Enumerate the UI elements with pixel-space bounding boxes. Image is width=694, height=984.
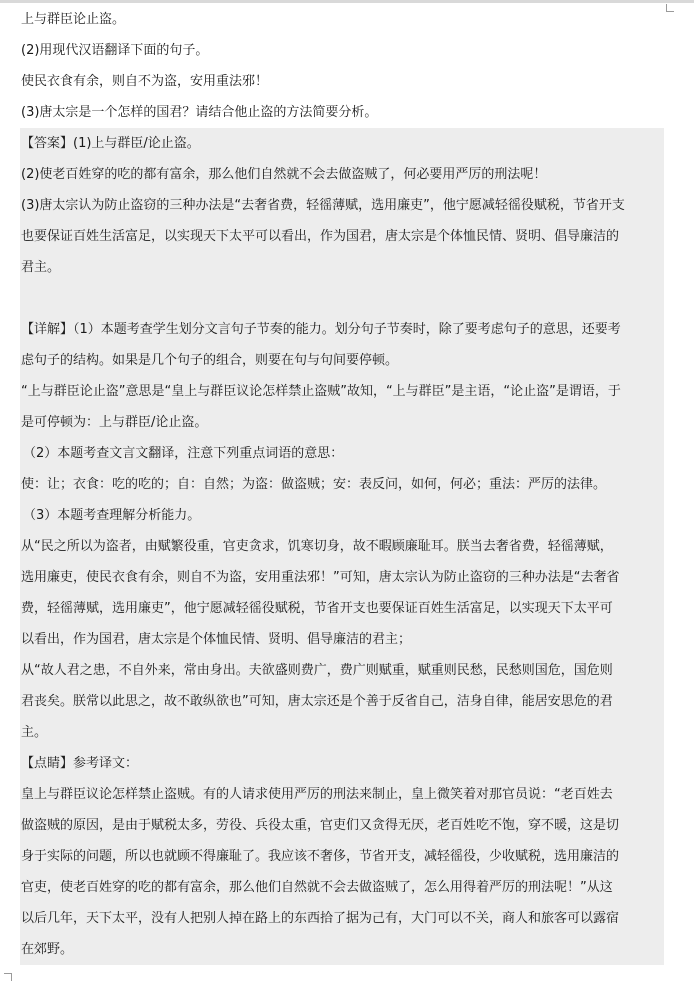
detail-line: 从“故人君之患，不自外来，常由身出。夫欲盛则费广，费广则赋重，赋重则民愁，民愁则国危，国危则 [21,663,613,678]
answer-line: 【答案】(1)上与群臣/论止盗。 [21,136,200,151]
detail-line: 官吏，使老百姓穿的吃的都有富余，那么他们自然就不会去做盗贼了，怎么用得着严厉的刑法呢！”从这 [21,880,613,895]
detail-line: 虑句子的结构。如果是几个句子的组合，则要在句与句间要停顿。 [21,353,399,368]
detail-line: 【点睛】参考译文： [21,756,139,771]
answer-line: 也要保证百姓生活富足，以实现天下太平可以看出，作为国君，唐太宗是个体恤民情、贤明、倡导廉洁的 [21,229,620,244]
detail-line: 选用廉吏，使民衣食有余，则自不为盗，安用重法邪！”可知，唐太宗认为防止盗窃的三种办法是“去奢省 [21,570,620,585]
detail-line: “上与群臣论止盗”意思是“皇上与群臣议论怎样禁止盗贼”故知，“上与群臣”是主语，“论止盗”是谓语，于 [21,384,621,399]
question-line: 使民衣食有余，则自不为盗，安用重法邪！ [21,74,269,89]
answer-line: (2)使老百姓穿的吃的都有富余，那么他们自然就不会去做盗贼了，何必要用严厉的刑法呢！ [21,167,547,182]
answer-line: 君主。 [21,260,61,275]
top-edge [0,0,694,3]
detail-line: 皇上与群臣议论怎样禁止盗贼。有的人请求使用严厉的刑法来制止，皇上微笑着对那官员说：“老百姓去 [21,787,613,802]
detail-line: 【详解】（1）本题考查学生划分文言句子节奏的能力。划分句子节奏时，除了要考虑句子的意思，还要考 [21,322,621,337]
detail-line: 在郊野。 [21,942,74,957]
question-line: 上与群臣论止盗。 [21,12,126,27]
detail-line: 以后几年，天下太平，没有人把别人掉在路上的东西拾了据为己有，大门可以不关，商人和旅客可以露宿 [21,911,620,926]
detail-line: （2）本题考查文言文翻译，注意下列重点词语的意思： [23,446,344,461]
page-corner-mark [666,4,674,12]
detail-line: 使：让；衣食：吃的吃的；自：自然；为盗：做盗贼；安：表反问，如何，何必；重法：严厉的法律。 [21,477,607,492]
detail-line: 做盗贼的原因，是由于赋税太多，劳役、兵役太重，官吏们又贪得无厌，老百姓吃不饱，穿不暖，这是切 [21,818,620,833]
detail-line: 以看出，作为国君，唐太宗是个体恤民情、贤明、倡导廉洁的君主； [21,632,412,647]
answer-line: (3)唐太宗认为防止盗窃的三种办法是“去奢省费，轻徭薄赋，选用廉吏”，他宁愿减轻徭役赋税，节省开支 [21,198,625,213]
question-line: (3)唐太宗是一个怎样的国君？请结合他止盗的方法简要分析。 [21,105,378,120]
detail-line: 君丧矣。朕常以此思之，故不敢纵欲也”可知，唐太宗还是个善于反省自己，洁身自律，能居安思危的君 [21,694,613,709]
detail-line: 费，轻徭薄赋，选用廉吏”，他宁愿减轻徭役赋税，节省开支也要保证百姓生活富足，以实现天下太平可 [21,601,613,616]
answer-section [20,128,664,965]
detail-line: 是可停顿为：上与群臣/论止盗。 [21,415,208,430]
detail-line: （3）本题考查理解分析能力。 [23,508,201,523]
page-corner-mark [4,973,12,981]
detail-line: 主。 [21,725,48,740]
document-page [20,4,664,965]
detail-line: 从“民之所以为盗者，由赋繁役重，官吏贪求，饥寒切身，故不暇顾廉耻耳。朕当去奢省费，轻徭薄赋， [21,539,613,554]
detail-line: 身于实际的问题，所以也就顾不得廉耻了。我应该不奢侈，节省开支，减轻徭役，少收赋税，选用廉洁的 [21,849,620,864]
blank-gap [20,283,664,314]
question-line: (2)用现代汉语翻译下面的句子。 [21,43,209,58]
